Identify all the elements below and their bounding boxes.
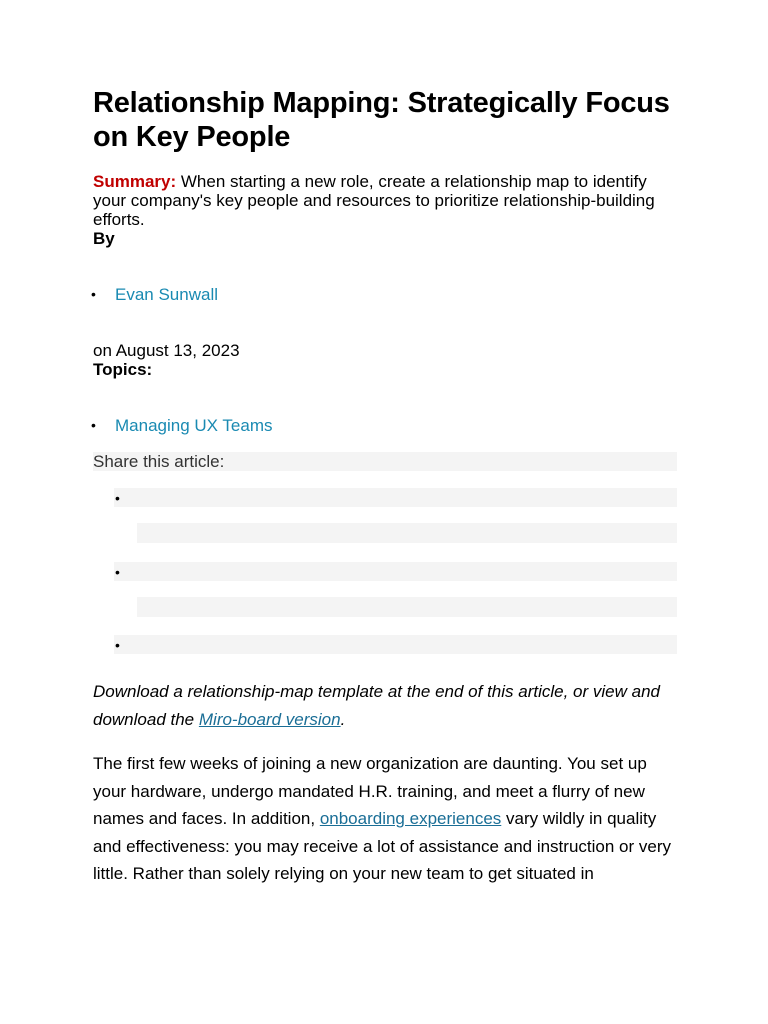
miro-board-link[interactable]: Miro-board version bbox=[198, 710, 341, 729]
intro-suffix: . bbox=[340, 710, 346, 729]
by-label: By bbox=[93, 229, 115, 248]
article-summary bbox=[93, 172, 677, 229]
body-text-2: vary wildly in quality and effectiveness: you may receive a lot of assistance and instruction or very little. Rather than solely relying on your new team to get situated in bbox=[93, 809, 671, 883]
list-bullet: • bbox=[115, 490, 120, 506]
share-label: Share this article: bbox=[93, 452, 677, 471]
publish-date: on August 13, 2023 bbox=[93, 341, 240, 360]
share-button-3[interactable] bbox=[114, 635, 677, 654]
list-bullet: • bbox=[115, 637, 120, 653]
share-sub-2[interactable] bbox=[137, 597, 677, 617]
list-bullet: • bbox=[115, 564, 120, 580]
share-button-1[interactable] bbox=[114, 488, 677, 507]
intro-text: Download a relationship-map template at the end of this article, or view and download the bbox=[93, 682, 660, 729]
body-text-1: The first few weeks of joining a new organization are daunting. You set up your hardware, undergo mandated H.R. training, and meet a flurry of new names and faces. In addition, bbox=[93, 754, 647, 828]
share-sub-1[interactable] bbox=[137, 523, 677, 543]
article-title: Relationship Mapping: Strategically Focus on Key People bbox=[93, 87, 670, 153]
topics-label: Topics: bbox=[93, 360, 153, 379]
summary-label: Summary: bbox=[93, 172, 177, 191]
share-button-2[interactable] bbox=[114, 562, 677, 581]
onboarding-link[interactable]: onboarding experiences bbox=[319, 809, 502, 828]
summary-text: When starting a new role, create a relationship map to identify your company's key people and resources to prioritize relationship-building efforts. bbox=[93, 172, 655, 229]
body-paragraph bbox=[93, 750, 683, 888]
author-link[interactable]: • Evan Sunwall bbox=[115, 285, 218, 305]
topic-link[interactable]: • Managing UX Teams bbox=[115, 416, 273, 436]
intro-paragraph bbox=[93, 678, 683, 734]
